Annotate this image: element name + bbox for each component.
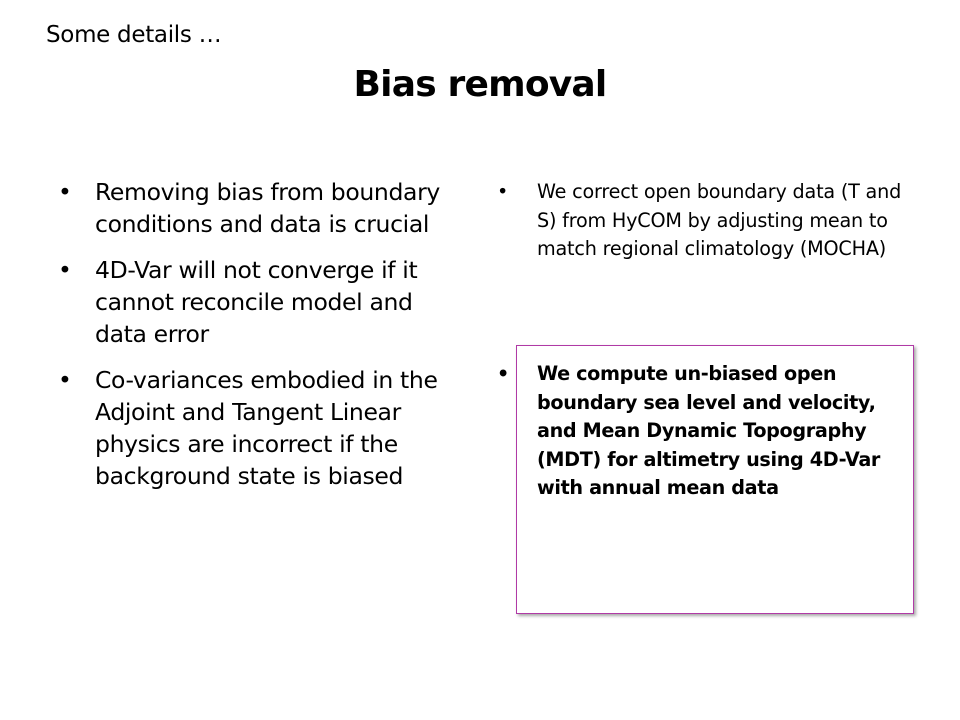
bullet-text: Removing bias from boundary conditions and data is crucial bbox=[95, 178, 440, 238]
subtitle: Some details … bbox=[46, 22, 222, 48]
list-item bbox=[497, 178, 917, 264]
bullet-text: Co-variances embodied in the Adjoint and Tangent Linear physics are incorrect if the background state is biased bbox=[95, 366, 438, 490]
list-item bbox=[58, 364, 468, 492]
list-item bbox=[497, 360, 917, 503]
right-top-bullet-list bbox=[497, 178, 917, 264]
slide-title: Bias removal bbox=[353, 64, 607, 105]
list-item bbox=[58, 254, 468, 350]
left-bullet-list bbox=[58, 176, 468, 506]
bullet-text: We compute un-biased open boundary sea level and velocity, and Mean Dynamic Topography (MDT) for altimetry using 4D-Var with annual mean data bbox=[537, 362, 881, 499]
bullet-icon: • bbox=[58, 366, 72, 394]
bullet-icon: • bbox=[58, 178, 72, 206]
bullet-icon: • bbox=[58, 256, 72, 284]
bullet-text: We correct open boundary data (T and S) from HyCOM by adjusting mean to match regional climatology (MOCHA) bbox=[537, 180, 902, 260]
bullet-icon: • bbox=[497, 362, 509, 385]
bullet-icon: • bbox=[497, 180, 509, 203]
list-item bbox=[58, 176, 468, 240]
bullet-text: 4D-Var will not converge if it cannot reconcile model and data error bbox=[95, 256, 418, 348]
right-bottom-bullet-list bbox=[497, 360, 917, 503]
